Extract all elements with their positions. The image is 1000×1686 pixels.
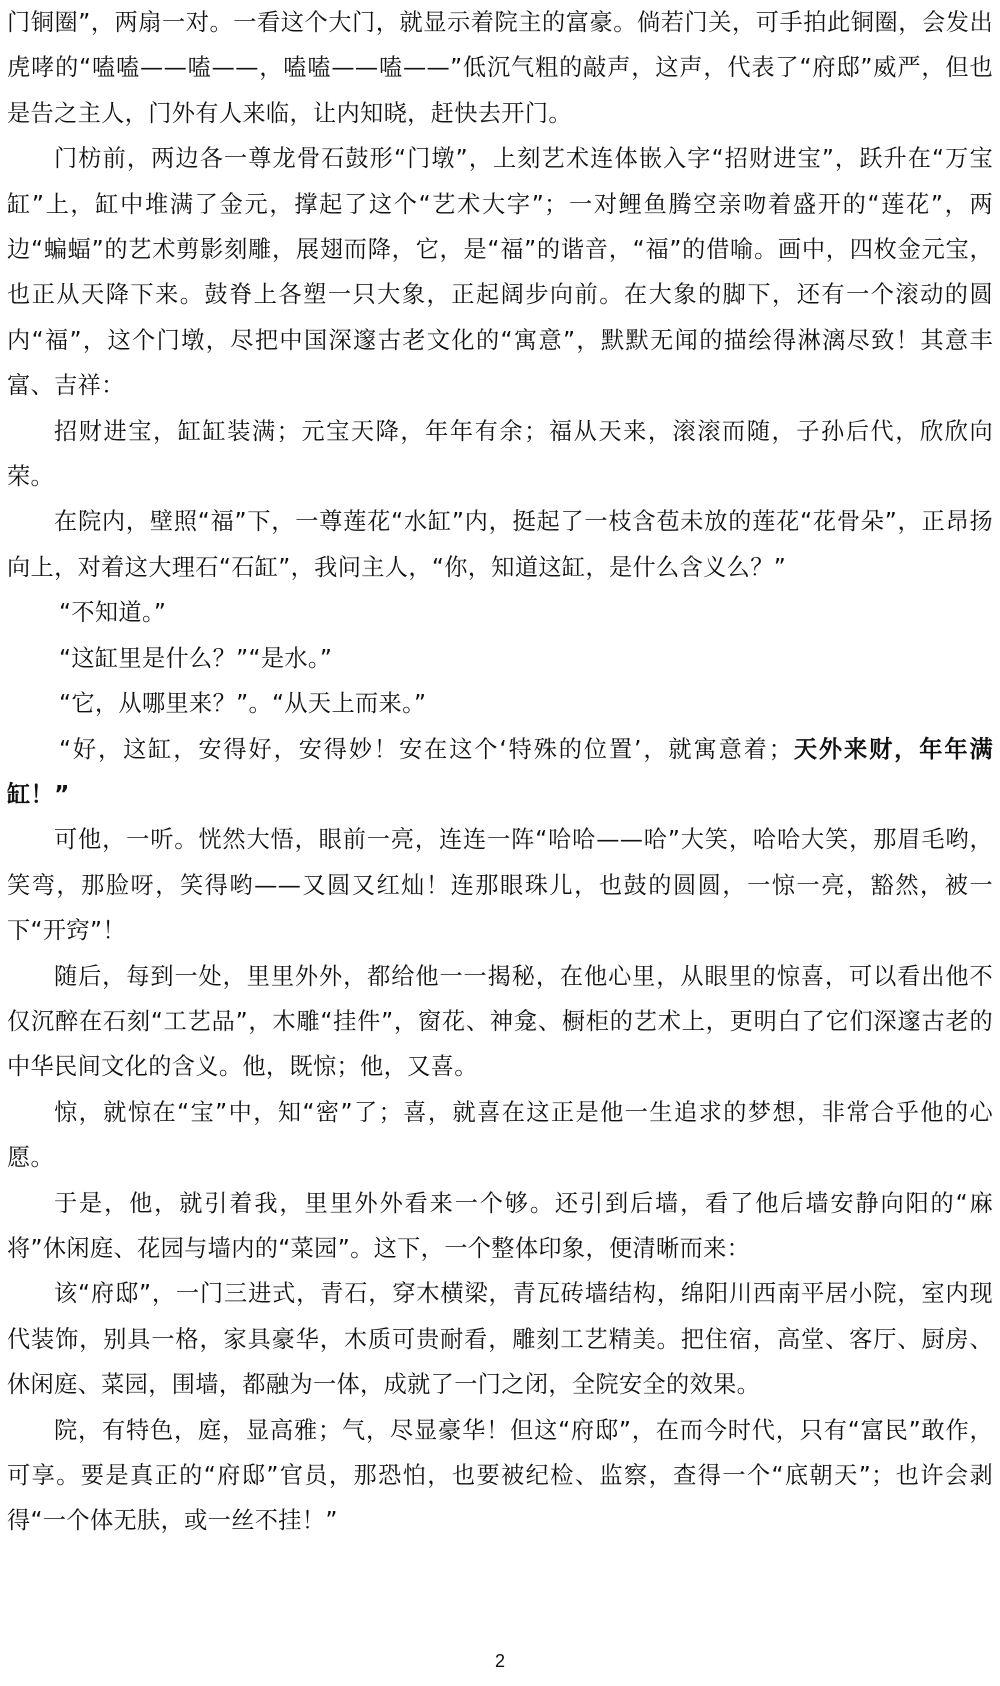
paragraph-8: 于是，他，就引着我，里里外外看来一个够。还引到后墙，看了他后墙安静向阳的“麻将”休闲庭、花园与墙内的“菜园”。这下，一个整体印象，便清晰而来： bbox=[7, 1189, 993, 1262]
dialog-line-4-text: “好，这缸，安得好，安得妙！安在这个‘特殊的位置’，就寓意着； bbox=[59, 735, 793, 763]
paragraph-3: 招财进宝，缸缸装满；元宝天降，年年有余；福从天来，滚滚而随，子孙后代，欣欣向荣。 bbox=[7, 417, 993, 491]
paragraph-4: 在院内，壁照“福”下，一尊莲花“水缸”内，挺起了一枝含苞未放的莲花“花骨朵”，正昂扬向上，对着这大理石“石缸”，我问主人，“你，知道这缸，是什么含义么？” bbox=[7, 508, 993, 581]
paragraph-2: 门枋前，两边各一尊龙骨石鼓形“门墩”，上刻艺术连体嵌入字“招财进宝”，跃升在“万宝缸”上，缸中堆满了金元，撑起了这个“艺术大字”；一对鲤鱼腾空亲吻着盛开的“莲花”，两边“蝙蝠”的艺术剪影刻雕，展翅而降，它，是“福”的谐音，“福”的借喻。画中，四枚金元宝，也正从天降下来。鼓脊上各塑一只大象，正起阔步向前。在大象的脚下，还有一个滚动的圆内“福”，这个门墩，尽把中国深邃古老文化的“寓意”，默默无闻的描绘得淋漓尽致！其意丰富、吉祥： bbox=[7, 145, 993, 400]
paragraph-5: 可他，一听。恍然大悟，眼前一亮，连连一阵“哈哈——哈”大笑，哈哈大笑，那眉毛哟，笑弯，那脸呀，笑得哟——又圆又红灿！连那眼珠儿，也鼓的圆圆，一惊一亮，豁然，被一下“开窍”！ bbox=[7, 826, 993, 945]
dialog-line-1: “不知道。” bbox=[59, 599, 167, 627]
body-text bbox=[7, 0, 993, 1544]
dialog-line-3: “它，从哪里来？”。“从天上而来。” bbox=[59, 690, 427, 718]
paragraph-1: 门铜圈”，两扇一对。一看这个大门，就显示着院主的富豪。倘若门关，可手拍此铜圈，会发出虎哮的“嗑嗑——嗑——，嗑嗑——嗑——”低沉气粗的敲声，这声，代表了“府邸”威严，但也是告之主人，门外有人来临，让内知晓，赶快去开门。 bbox=[7, 9, 993, 127]
dialog-line-4 bbox=[7, 727, 993, 818]
paragraph-7: 惊，就惊在“宝”中，知“密”了；喜，就喜在这正是他一生追求的梦想，非常合乎他的心愿。 bbox=[7, 1098, 993, 1172]
dialog-line-2: “这缸里是什么？”“是水。” bbox=[59, 644, 333, 672]
dialog-line-4-bold: 天外来财，年年满缸！” bbox=[7, 735, 993, 808]
paragraph-10: 院，有特色，庭，显高雅；气，尽显豪华！但这“府邸”，在而今时代，只有“富民”敢作，可享。要是真正的“府邸”官员，那恐怕，也要被纪检、监察，查得一个“底朝天”；也许会剥得“一个体无肤，或一丝不挂！” bbox=[7, 1416, 993, 1535]
page-number: 2 bbox=[494, 1651, 505, 1671]
paragraph-6: 随后，每到一处，里里外外，都给他一一揭秘，在他心里，从眼里的惊喜，可以看出他不仅沉醉在石刻“工艺品”，木雕“挂件”，窗花、神龛、橱柜的艺术上，更明白了它们深邃古老的中华民间文化的含义。他，既惊；他，又喜。 bbox=[7, 962, 993, 1081]
paragraph-9: 该“府邸”，一门三进式，青石，穿木横梁，青瓦砖墙结构，绵阳川西南平居小院，室内现代装饰，别具一格，家具豪华，木质可贵耐看，雕刻工艺精美。把住宿，高堂、客厅、厨房、休闲庭、菜园，围墙，都融为一体，成就了一门之闭，全院安全的效果。 bbox=[7, 1280, 993, 1399]
